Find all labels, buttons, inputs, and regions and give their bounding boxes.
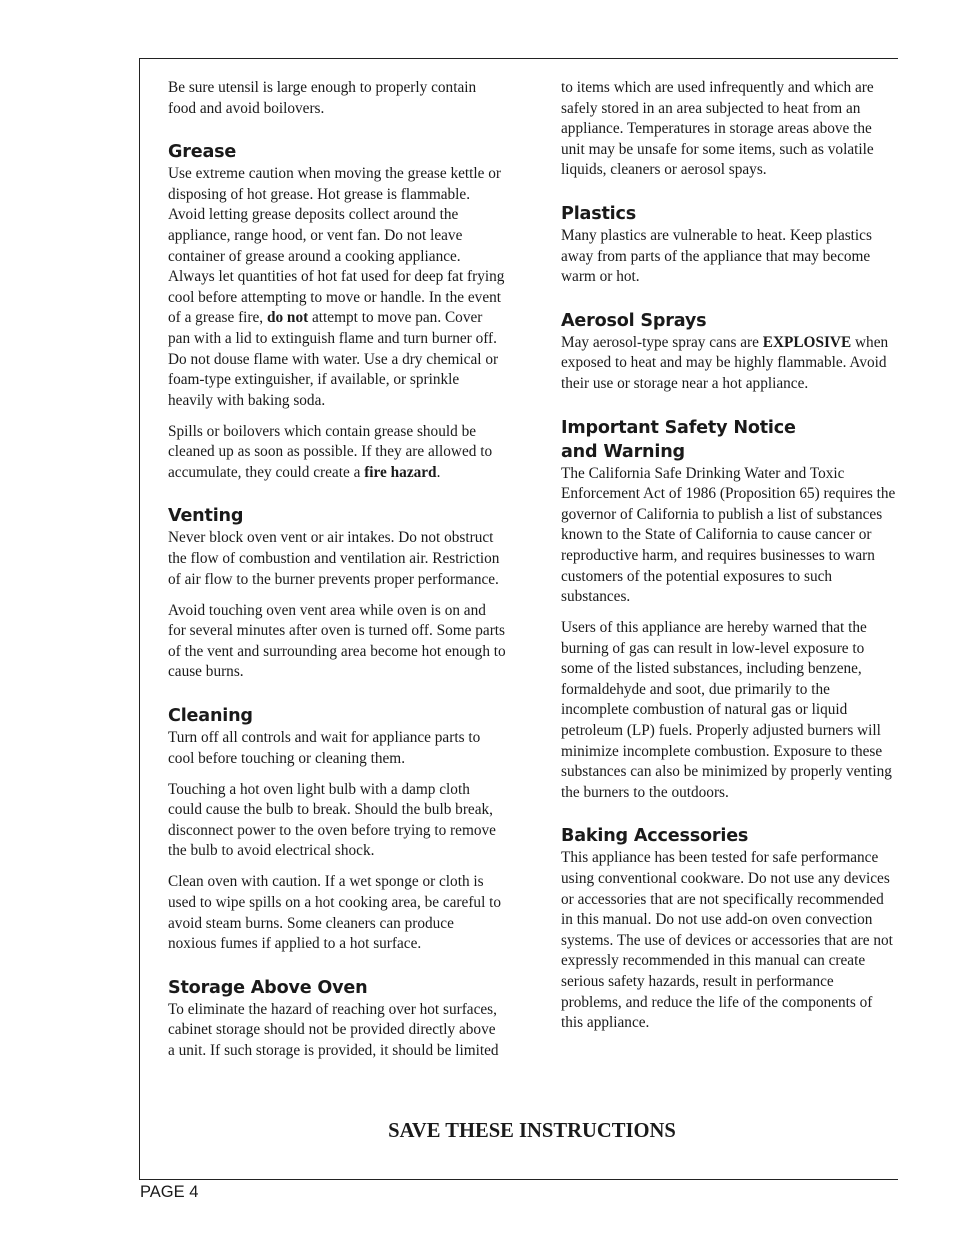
storage-continuation-section xyxy=(561,78,898,181)
grease-p2-bold: fire hazard xyxy=(364,463,437,481)
storage-section xyxy=(168,976,506,1062)
frame-left-rule xyxy=(139,58,140,1180)
safety-notice-section xyxy=(561,416,898,804)
cleaning-heading: Cleaning xyxy=(168,706,253,727)
storage-continuation-paragraph: to items which are used infrequently and which are safely stored in an area subjected to heat from an appliance. Temperatures in storage areas above the unit may be unsafe for some items, such as volatile liquids, cleaners or aerosol spays. xyxy=(561,79,874,179)
grease-paragraph-1 xyxy=(168,164,506,411)
plastics-paragraph-1: Many plastics are vulnerable to heat. Keep plastics away from parts of the appliance that may become warm or hot. xyxy=(561,226,872,286)
grease-p2-text: Spills or boilovers which contain grease should be cleaned up as soon as possible. If they are allowed to accumulate, they could create a xyxy=(168,422,493,481)
grease-p1-bold: do not xyxy=(266,309,309,327)
venting-heading: Venting xyxy=(168,506,244,527)
page-number: PAGE 4 xyxy=(140,1183,199,1201)
left-column xyxy=(168,78,506,1072)
venting-paragraph-2: Avoid touching oven vent area while oven is on and for several minutes after oven is turned off. Some parts of the vent and surrounding area become hot enough to cause burns. xyxy=(168,601,506,681)
grease-paragraph-2 xyxy=(168,422,506,484)
venting-section xyxy=(168,504,506,683)
safety-notice-heading-line-2: and Warning xyxy=(561,441,685,462)
baking-accessories-section xyxy=(561,824,898,1033)
grease-heading: Grease xyxy=(168,142,237,163)
safety-notice-heading-line-1: Important Safety Notice xyxy=(561,417,796,438)
cleaning-paragraph-1: Turn off all controls and wait for appliance parts to cool before touching or cleaning them. xyxy=(168,729,481,767)
safety-notice-heading xyxy=(561,416,898,464)
right-column xyxy=(561,78,898,1044)
baking-accessories-paragraph-1: This appliance has been tested for safe performance using conventional cookware. Do not use any devices or accessories that are not specifically recommended in this manual. Do not use add-on oven convection systems. The use of devices or accessories that are not expressly recommended in this manual can create serious safety hazards, result in performance problems, and reduce the life of the components of this appliance. xyxy=(561,849,893,1032)
intro-section xyxy=(168,78,506,119)
cleaning-section xyxy=(168,704,506,955)
safety-notice-paragraph-1: The California Safe Drinking Water and Toxic Enforcement Act of 1986 (Proposition 65) requires the governor of California to publish a list of substances known to the State of California to cause cancer or reproductive harm, and requires businesses to warn customers of the potential exposures to such substances. xyxy=(561,464,896,606)
frame-bottom-rule xyxy=(139,1179,898,1180)
storage-heading: Storage Above Oven xyxy=(168,977,368,998)
aerosol-paragraph-1 xyxy=(561,333,898,395)
grease-p2-text-end: . xyxy=(436,463,441,481)
safety-notice-paragraph-2: Users of this appliance are hereby warned that the burning of gas can result in low-level exposure to some of the listed substances, including benzene, formaldehyde and soot, due primarily to the incomplete combustion of natural gas or liquid petroleum (LP) fuels. Properly adjusted burners will minimize incomplete combustion. Exposure to these substances can also be minimized by properly venting the burners to the outdoors. xyxy=(561,619,892,801)
venting-paragraph-1: Never block oven vent or air intakes. Do not obstruct the flow of combustion and ventilation air. Restriction of air flow to the burner prevents proper performance. xyxy=(168,529,500,588)
cleaning-paragraph-2: Touching a hot oven light bulb with a damp cloth could cause the bulb to break. Should the bulb break, disconnect power to the oven before trying to remove the bulb to avoid electrical shock. xyxy=(168,780,496,860)
frame-top-rule xyxy=(139,58,898,59)
intro-paragraph: Be sure utensil is large enough to properly contain food and avoid boilovers. xyxy=(168,79,477,117)
storage-paragraph-1: To eliminate the hazard of reaching over hot surfaces, cabinet storage should not be provided directly above a unit. If such storage is provided, it should be limited xyxy=(168,1000,499,1059)
aerosol-p1-bold: EXPLOSIVE xyxy=(762,333,852,351)
aerosol-p1-text: May aerosol-type spray cans are xyxy=(561,333,763,351)
plastics-section xyxy=(561,202,898,288)
grease-section xyxy=(168,140,506,483)
grease-p1-text: Use extreme caution when moving the grease kettle or disposing of hot grease. Hot grease is flammable. Avoid letting grease deposits collect around the appliance, range hood, or vent fan. Do not leave container of grease around a cooking appliance. Always let quantities of hot fat used for deep fat frying cool before attempting to move or handle. In the event of a grease fire, xyxy=(168,165,505,327)
plastics-heading: Plastics xyxy=(561,203,637,224)
grease-p1-text-end: attempt to move pan. Cover pan with a lid to extinguish flame and turn burner off. Do not douse flame with water. Use a dry chemical or foam-type extinguisher, if available, or sprinkle heavily with baking soda. xyxy=(168,309,499,409)
aerosol-p1-text-end: when exposed to heat and may be highly flammable. Avoid their use or storage near a hot appliance. xyxy=(561,333,889,392)
baking-accessories-heading: Baking Accessories xyxy=(561,826,749,847)
aerosol-section xyxy=(561,309,898,395)
save-instructions-banner: SAVE THESE INSTRUCTIONS xyxy=(388,1120,676,1142)
aerosol-heading: Aerosol Sprays xyxy=(561,310,707,331)
cleaning-paragraph-3: Clean oven with caution. If a wet sponge or cloth is used to wipe spills on a hot cooking area, be careful to avoid steam burns. Some cleaners can produce noxious fumes if applied to a hot surface. xyxy=(168,873,502,953)
